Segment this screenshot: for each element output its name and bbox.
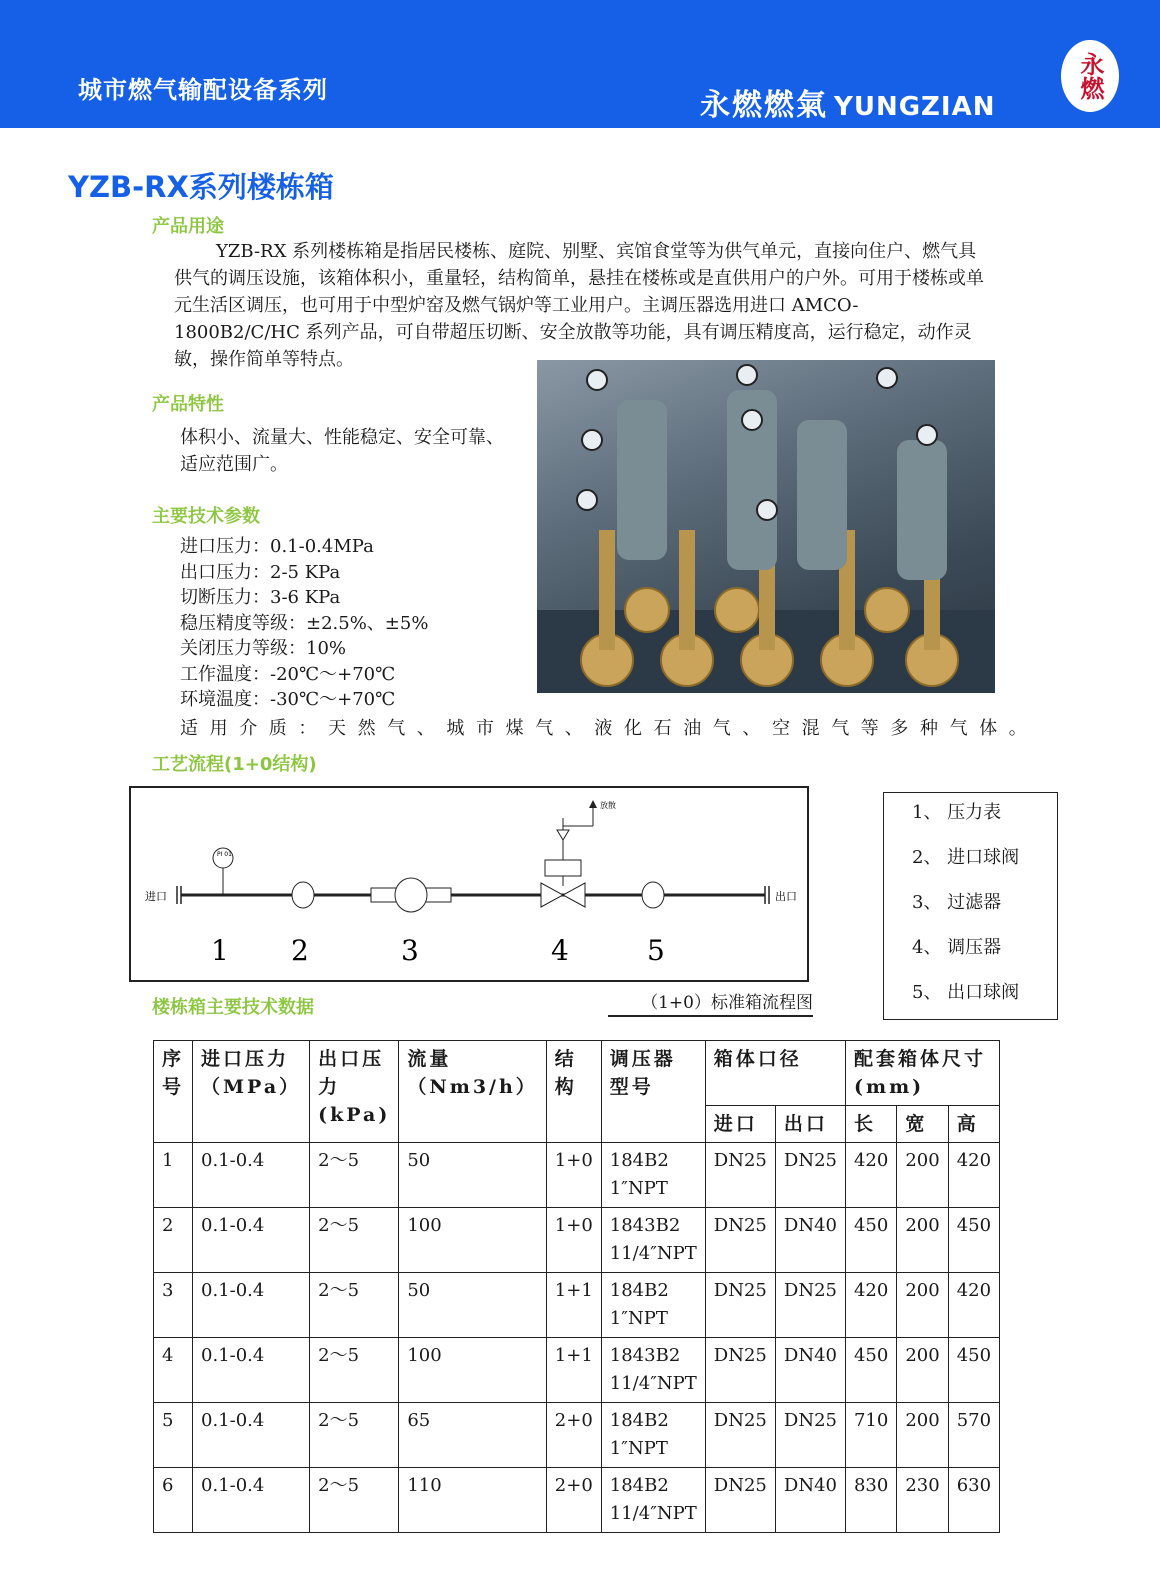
cell-length: 450 [845, 1208, 896, 1273]
header-height: 高 [948, 1106, 999, 1143]
features-heading: 产品特性 [152, 394, 224, 415]
flow-outlet-label: 出口 [775, 890, 797, 903]
logo-seal-text: 永燃 [1076, 52, 1105, 100]
cell-width: 200 [897, 1143, 948, 1208]
cell-regulator [601, 1208, 705, 1273]
header-caliber-out: 出口 [775, 1106, 845, 1143]
regulator-symbol [563, 883, 585, 907]
cell-caliber-in: DN25 [705, 1143, 775, 1208]
regulator-model: 184B2 [609, 1475, 669, 1496]
flow-caption: （1+0）标准箱流程图 [608, 988, 813, 1017]
cell-width: 200 [897, 1338, 948, 1403]
series-title: 城市燃气输配设备系列 [78, 76, 328, 104]
table-heading: 楼栋箱主要技术数据 [152, 997, 314, 1018]
inlet-ball-valve-symbol [292, 882, 314, 908]
flow-heading: 工艺流程(1+0结构) [152, 754, 317, 775]
table-row [154, 1338, 1000, 1403]
cell-structure: 1+1 [546, 1338, 601, 1403]
cell-outlet-pressure: 2～5 [310, 1403, 399, 1468]
regulator-model: 184B2 [609, 1150, 669, 1171]
regulator-thread: 1″NPT [609, 1178, 668, 1199]
table-row [154, 1143, 1000, 1208]
usage-heading: 产品用途 [152, 216, 224, 237]
header-length: 长 [845, 1106, 896, 1143]
cell-width: 200 [897, 1403, 948, 1468]
brand-name [700, 80, 995, 124]
table-row [154, 1403, 1000, 1468]
brand-cn: 永燃燃氣 [700, 88, 828, 123]
param-item: 稳压精度等级：±2.5%、±5% [180, 612, 429, 634]
header-outlet-pressure: 出口压力(kPa) [310, 1041, 399, 1143]
header-regulator: 调压器型号 [601, 1041, 705, 1143]
regulator-thread: 11/4″NPT [609, 1373, 697, 1394]
cell-length: 830 [845, 1468, 896, 1533]
legend-item: 3、 过滤器 [912, 892, 1002, 913]
cell-flow: 50 [399, 1273, 546, 1338]
cell-regulator [601, 1338, 705, 1403]
params-list [180, 534, 580, 713]
header-flow: 流量（Nm3/h） [399, 1041, 546, 1143]
filter-symbol [395, 878, 427, 912]
cell-seq: 4 [154, 1338, 193, 1403]
cell-height: 570 [948, 1403, 999, 1468]
param-item: 切断压力：3-6 KPa [180, 587, 341, 608]
cell-flow: 100 [399, 1338, 546, 1403]
cell-inlet-pressure: 0.1-0.4 [193, 1338, 310, 1403]
header-size: 配套箱体尺寸(mm) [845, 1041, 999, 1106]
cell-flow: 110 [399, 1468, 546, 1533]
cell-flow: 65 [399, 1403, 546, 1468]
header-structure: 结构 [546, 1041, 601, 1143]
cell-caliber-in: DN25 [705, 1208, 775, 1273]
node-number: 5 [647, 934, 665, 967]
product-photo [537, 360, 995, 693]
flow-diagram-svg [131, 788, 807, 980]
header-caliber: 箱体口径 [705, 1041, 845, 1106]
node-number: 3 [401, 934, 419, 967]
cell-width: 230 [897, 1468, 948, 1533]
cell-caliber-out: DN40 [775, 1208, 845, 1273]
table-row [154, 1208, 1000, 1273]
flow-inlet-label: 进口 [145, 890, 167, 903]
cell-height: 420 [948, 1143, 999, 1208]
cell-regulator [601, 1403, 705, 1468]
cell-length: 420 [845, 1273, 896, 1338]
table-row [154, 1273, 1000, 1338]
cell-outlet-pressure: 2～5 [310, 1208, 399, 1273]
cell-seq: 2 [154, 1208, 193, 1273]
cell-width: 200 [897, 1208, 948, 1273]
param-item: 出口压力：2-5 KPa [180, 561, 341, 583]
cell-structure: 2+0 [546, 1468, 601, 1533]
regulator-model: 1843B2 [609, 1215, 681, 1236]
regulator-thread: 1″NPT [609, 1438, 668, 1459]
param-item: 进口压力：0.1-0.4MPa [180, 536, 374, 557]
header-width: 宽 [897, 1106, 948, 1143]
cell-inlet-pressure: 0.1-0.4 [193, 1208, 310, 1273]
flow-legend [883, 792, 1058, 1020]
cell-regulator [601, 1468, 705, 1533]
param-item: 关闭压力等级：10% [180, 638, 347, 659]
cell-inlet-pressure: 0.1-0.4 [193, 1143, 310, 1208]
cell-length: 420 [845, 1143, 896, 1208]
cell-regulator [601, 1273, 705, 1338]
cell-seq: 6 [154, 1468, 193, 1533]
cell-seq: 3 [154, 1273, 193, 1338]
node-number: 1 [211, 934, 229, 967]
cell-outlet-pressure: 2～5 [310, 1273, 399, 1338]
cell-length: 710 [845, 1403, 896, 1468]
vent-label: 放散 [600, 801, 616, 810]
node-number: 2 [291, 934, 309, 967]
cell-height: 450 [948, 1208, 999, 1273]
features-line-1: 体积小、流量大、性能稳定、安全可靠、 [180, 427, 504, 448]
cell-seq: 5 [154, 1403, 193, 1468]
flow-diagram [129, 786, 809, 982]
media-line: 适用介质：天然气、城市煤气、液化石油气、空混气等多种气体。 [180, 718, 1039, 739]
regulator-thread: 11/4″NPT [609, 1243, 697, 1264]
cell-outlet-pressure: 2～5 [310, 1338, 399, 1403]
cell-height: 630 [948, 1468, 999, 1533]
cell-width: 200 [897, 1273, 948, 1338]
cell-flow: 100 [399, 1208, 546, 1273]
legend-item: 4、 调压器 [912, 937, 1002, 958]
param-item: 环境温度：-30℃～+70℃ [180, 689, 396, 710]
cell-height: 450 [948, 1338, 999, 1403]
header-seq: 序号 [154, 1041, 193, 1143]
page-title: YZB-RX系列楼栋箱 [68, 170, 334, 204]
cell-caliber-in: DN25 [705, 1273, 775, 1338]
usage-text: YZB-RX 系列楼栋箱是指居民楼栋、庭院、别墅、宾馆食堂等为供气单元，直接向住户、燃气具供气的调压设施，该箱体积小，重量轻，结构简单，悬挂在楼栋或是直供用户的户外。可用于楼栋或单元生活区调压，也可用于中型炉窑及燃气锅炉等工业用户。主调压器选用进口 AMCO-1800B2/C/HC 系列产品，可自带超压切断、安全放散等功能，具有调压精度高，运行稳定，动作灵敏，操作简单等特点。 [174, 241, 984, 370]
cell-length: 450 [845, 1338, 896, 1403]
regulator-model: 184B2 [609, 1280, 669, 1301]
param-item: 工作温度：-20℃～+70℃ [180, 663, 396, 685]
cell-caliber-out: DN40 [775, 1338, 845, 1403]
cell-inlet-pressure: 0.1-0.4 [193, 1468, 310, 1533]
cell-seq: 1 [154, 1143, 193, 1208]
brand-en: YUNGZIAN [834, 92, 996, 122]
cell-inlet-pressure: 0.1-0.4 [193, 1273, 310, 1338]
cell-structure: 1+0 [546, 1208, 601, 1273]
legend-item: 5、 出口球阀 [912, 982, 1020, 1003]
product-photo-illustration [537, 360, 995, 693]
cell-caliber-out: DN25 [775, 1143, 845, 1208]
regulator-thread: 11/4″NPT [609, 1503, 697, 1524]
cell-regulator [601, 1143, 705, 1208]
regulator-model: 1843B2 [609, 1345, 681, 1366]
features-text [180, 424, 530, 478]
regulator-model: 184B2 [609, 1410, 669, 1431]
params-heading: 主要技术参数 [152, 506, 260, 527]
node-number: 4 [551, 934, 569, 967]
cell-height: 420 [948, 1273, 999, 1338]
cell-caliber-out: DN40 [775, 1468, 845, 1533]
cell-inlet-pressure: 0.1-0.4 [193, 1403, 310, 1468]
cell-structure: 1+1 [546, 1273, 601, 1338]
cell-caliber-in: DN25 [705, 1338, 775, 1403]
cell-outlet-pressure: 2～5 [310, 1143, 399, 1208]
legend-item: 2、 进口球阀 [912, 847, 1020, 868]
cell-caliber-in: DN25 [705, 1403, 775, 1468]
cell-caliber-in: DN25 [705, 1468, 775, 1533]
spec-table [153, 1040, 1000, 1533]
header-caliber-in: 进口 [705, 1106, 775, 1143]
cell-flow: 50 [399, 1143, 546, 1208]
legend-item: 1、 压力表 [912, 802, 1002, 823]
cell-outlet-pressure: 2～5 [310, 1468, 399, 1533]
cell-structure: 2+0 [546, 1403, 601, 1468]
gauge-label: PI 01 [217, 851, 232, 858]
header-inlet-pressure: 进口压力（MPa） [193, 1041, 310, 1143]
logo-seal-icon [1061, 40, 1119, 112]
usage-paragraph [174, 238, 984, 373]
cell-caliber-out: DN25 [775, 1403, 845, 1468]
cell-caliber-out: DN25 [775, 1273, 845, 1338]
table-row [154, 1468, 1000, 1533]
header-banner [0, 0, 1160, 128]
regulator-thread: 1″NPT [609, 1308, 668, 1329]
features-line-2: 适应范围广。 [180, 454, 288, 475]
outlet-ball-valve-symbol [642, 882, 664, 908]
cell-structure: 1+0 [546, 1143, 601, 1208]
